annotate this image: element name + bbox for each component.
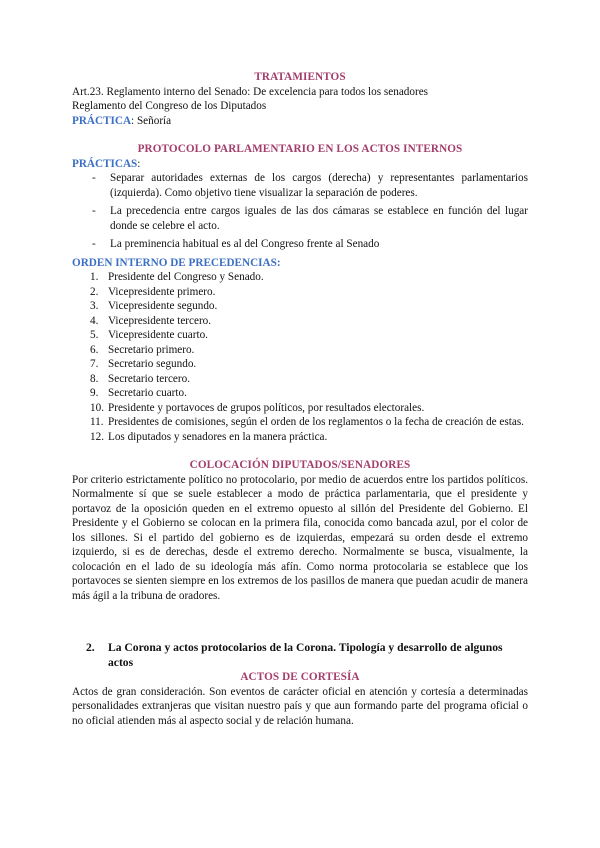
- practicas-colon: :: [137, 157, 141, 170]
- practica-label: PRÁCTICA: [72, 114, 132, 127]
- colocacion-heading: COLOCACIÓN DIPUTADOS/SENADORES: [189, 459, 411, 471]
- practicas-list: [72, 171, 528, 252]
- list-item: 11. Presidentes de comisiones, según el orden de los reglamentos o la fecha de creación de estas.: [90, 416, 524, 428]
- document-page: [72, 70, 528, 728]
- practica-value: : Señoría: [131, 114, 172, 127]
- list-item: 7. Secretario segundo.: [90, 358, 197, 370]
- list-item: 6. Secretario primero.: [90, 343, 195, 356]
- section-number: 2.: [86, 641, 95, 654]
- list-item: 1. Presidente del Congreso y Senado.: [90, 271, 264, 283]
- tratamientos-heading: TRATAMIENTOS: [254, 71, 346, 83]
- list-item: 9. Secretario cuarto.: [90, 387, 187, 399]
- practicas-label: PRÁCTICAS: [72, 157, 138, 170]
- list-item: - La preminencia habitual es al del Congreso frente al Senado: [92, 238, 380, 250]
- list-item: 8. Secretario tercero.: [90, 372, 190, 385]
- list-item: 4. Vicepresidente tercero.: [90, 314, 212, 327]
- colocacion-body: Por criterio estrictamente político no protocolario, por medio de acuerdos entre los partidos políticos. Normalmente sí que se suele establecer a modo de práctica parlamentaria, que el presidente y portavoz de la oposición queden en el extremo opuesto al sillón del Presidente del Gobierno. El Presidente y el Gobierno se colocan en la primera fila, conocida como bancada azul, por el color de los sillones. Si el partido del gobierno es de izquierdas, empezará su orden desde el extremo izquierdo, si es de derechas, desde el extremo derecho. Normalmente se busca, visualmente, la colocación en el lado de su ideología más afín. Como norma protocolaria se establece que los portavoces se sienten siempre en los extremos de los pasillos de manera que puedan acudir de manera más ágil a la tribuna de oradores.: [72, 473, 528, 602]
- list-item: 10. Presidente y portavoces de grupos políticos, por resultados electorales.: [90, 401, 425, 414]
- bullet-marker: -: [92, 172, 96, 184]
- list-item: - Separar autoridades externas de los cargos (derecha) y representantes parlamentarios (izquierda). Como objetivo tiene visualizar la separación de poderes.: [92, 172, 528, 199]
- list-item: 2. Vicepresidente primero.: [90, 285, 216, 298]
- tratamientos-line-2: Reglamento del Congreso de los Diputados: [72, 100, 267, 112]
- bullet-marker: -: [92, 238, 96, 250]
- practicas-line: [72, 157, 528, 172]
- section-2-title: 2. La Corona y actos protocolarios de la Corona. Tipología y desarrollo de algunos actos: [86, 641, 503, 669]
- list-item: - La precedencia entre cargos iguales de las dos cámaras se establece en función del lugar donde se celebre el acto.: [92, 205, 528, 232]
- bullet-marker: -: [92, 205, 96, 217]
- list-item: 5. Vicepresidente cuarto.: [90, 329, 208, 341]
- orden-heading: ORDEN INTERNO DE PRECEDENCIAS:: [72, 256, 281, 269]
- practica-line: [72, 114, 528, 129]
- tratamientos-line-1: Art.23. Reglamento interno del Senado: De excelencia para todos los senadores: [72, 85, 429, 98]
- list-item: 3. Vicepresidente segundo.: [90, 300, 218, 312]
- protocolo-heading: PROTOCOLO PARLAMENTARIO EN LOS ACTOS INTERNOS: [137, 143, 463, 155]
- actos-cortesia-body: Actos de gran consideración. Son eventos de carácter oficial en atención y cortesía a determinadas personalidades extranjeras que visitan nuestro país y que aun formando parte del programa oficial o no oficial atienden más al aspecto social y de relación humana.: [72, 685, 528, 727]
- list-item: 12. Los diputados y senadores en la manera práctica.: [90, 430, 328, 443]
- precedencias-list: [72, 270, 528, 444]
- actos-cortesia-heading: ACTOS DE CORTESÍA: [240, 671, 360, 683]
